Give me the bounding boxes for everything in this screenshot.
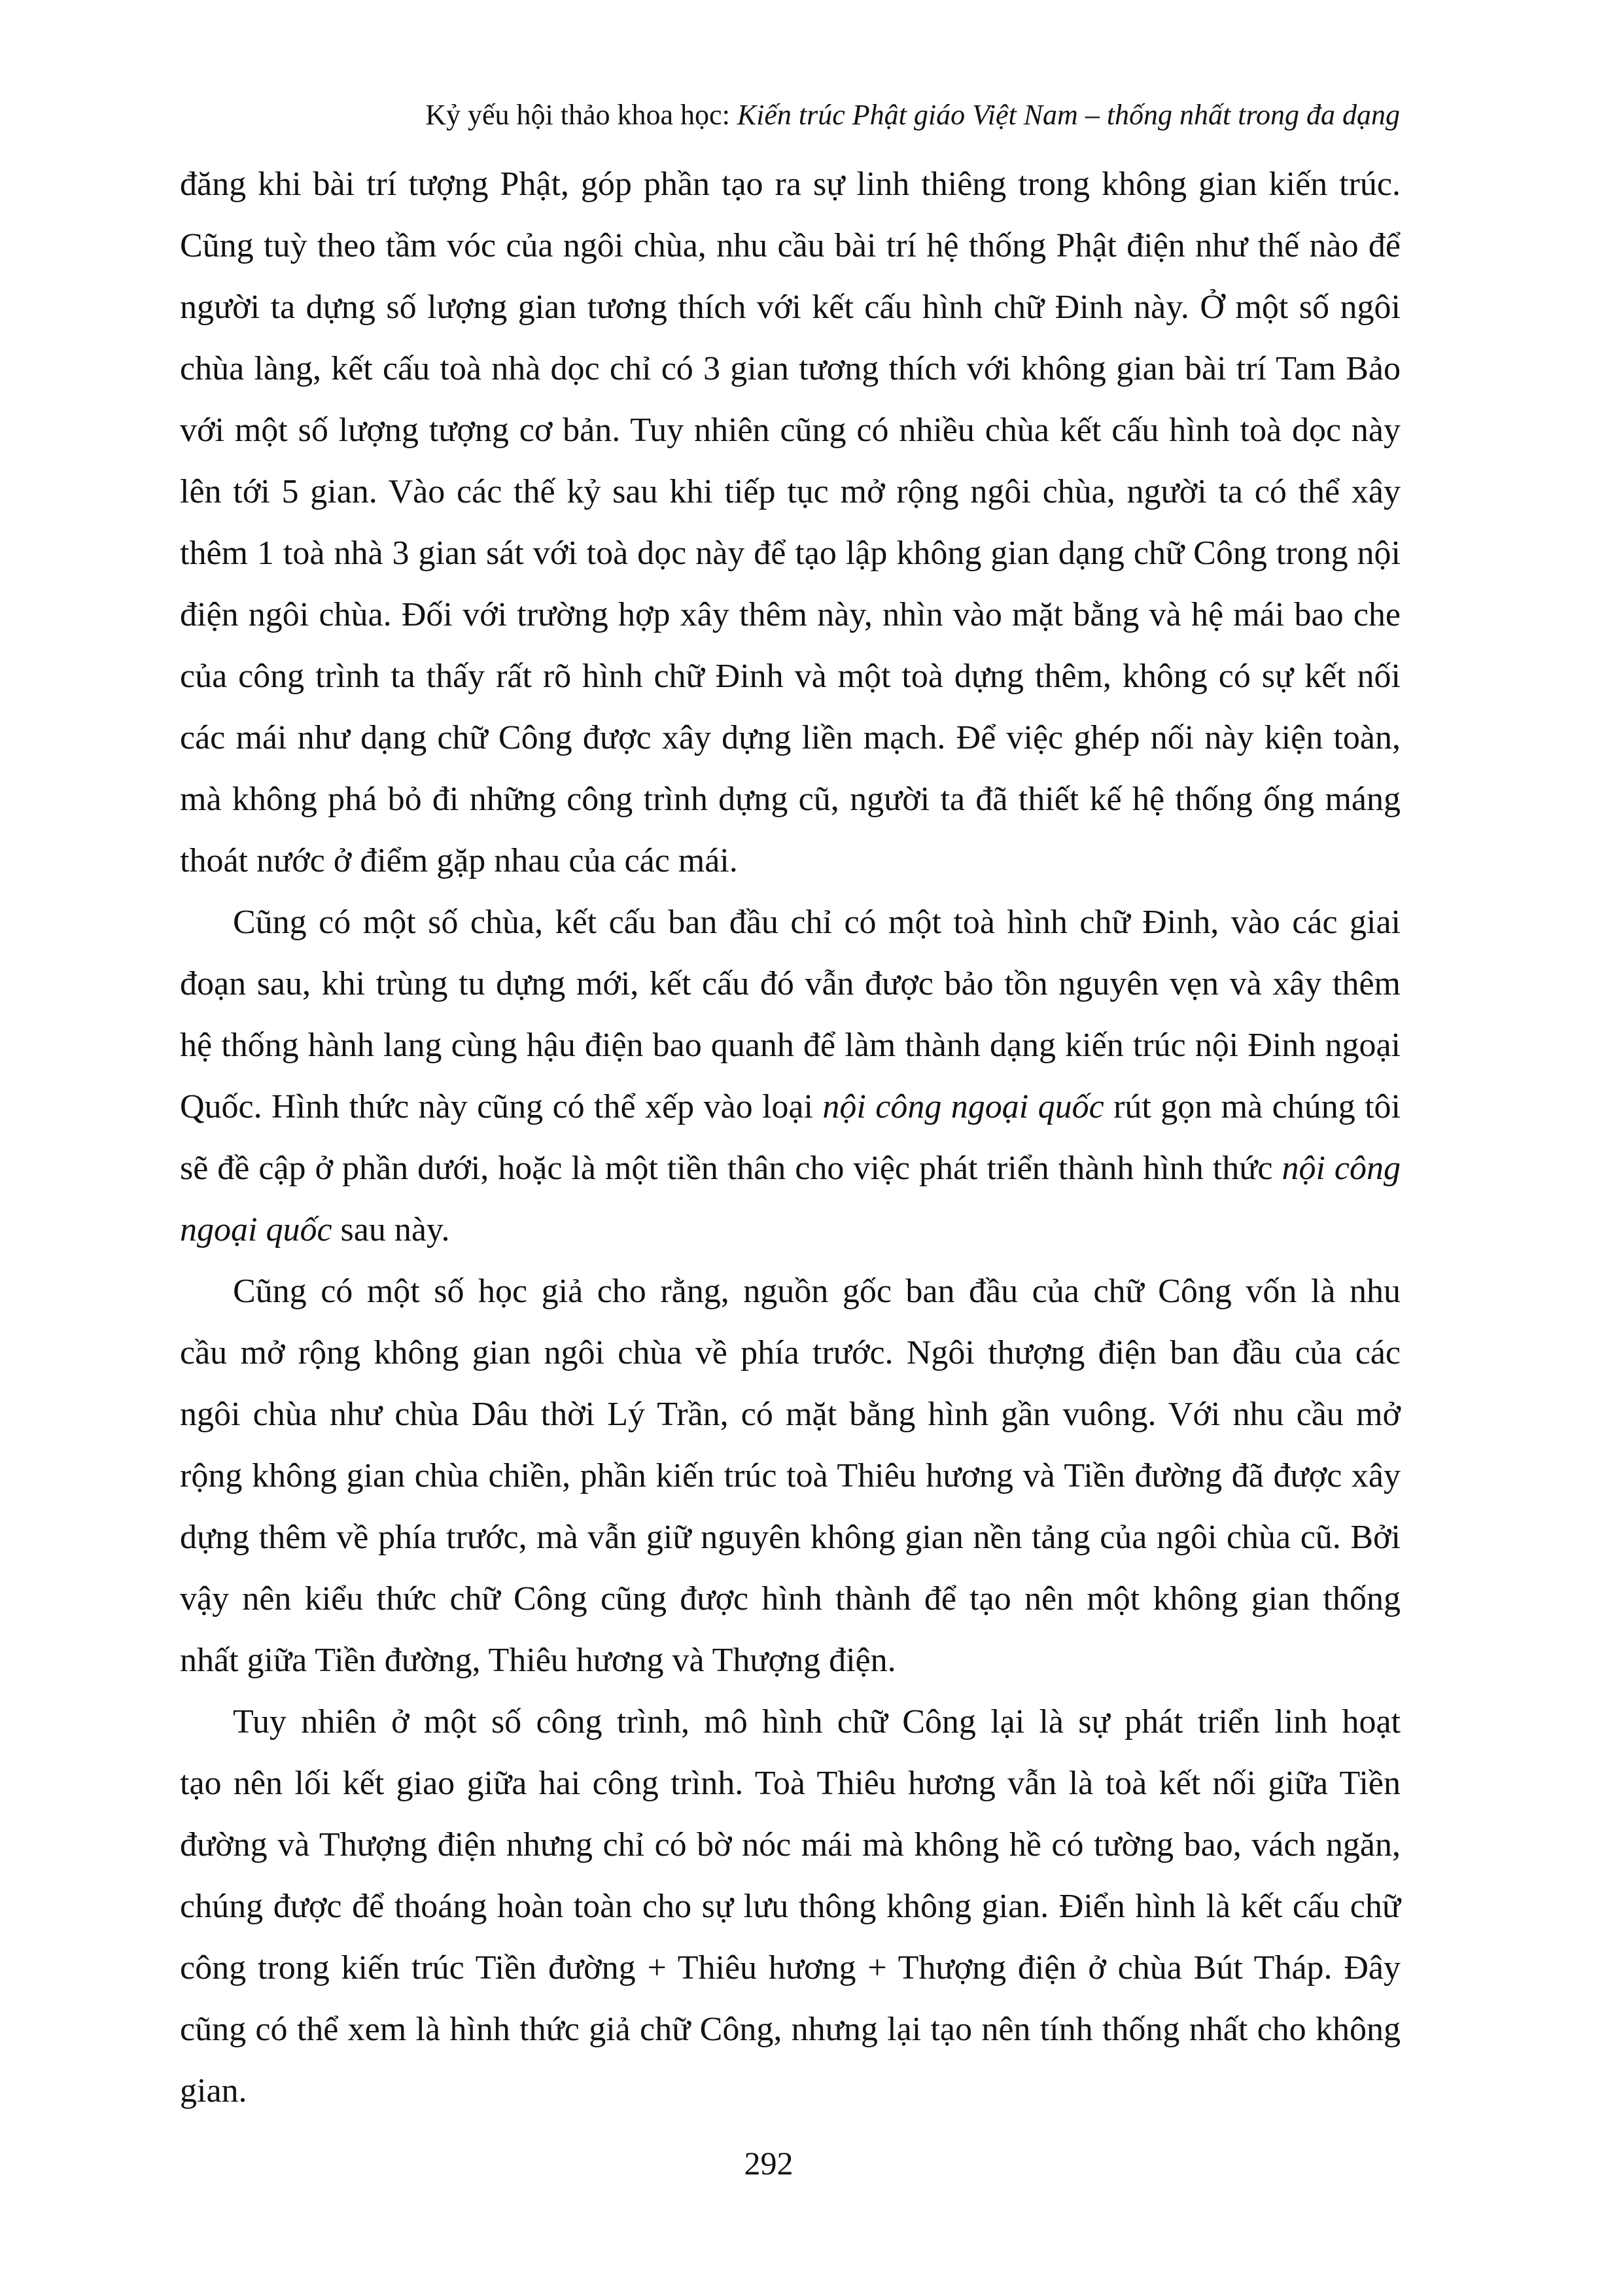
text-line: [180, 1261, 1401, 1322]
text-line: [180, 2060, 1401, 2122]
page-number: 292: [744, 2145, 794, 2181]
text-line: [180, 1138, 1401, 1199]
text-line: [180, 461, 1401, 523]
text-line: [180, 1814, 1401, 1876]
text-line: [180, 1445, 1401, 1507]
text-segment: Cũng có một số học giả cho rằng, nguồn gốc ban đầu của chữ Công vốn là nhu: [233, 1273, 1401, 1310]
text-segment: nhất giữa Tiền đường, Thiêu hương và Thượng điện.: [180, 1642, 896, 1679]
text-segment: điện ngôi chùa. Đối với trường hợp xây thêm này, nhìn vào mặt bằng và hệ mái bao che: [180, 596, 1401, 633]
text-segment: công trong kiến trúc Tiền đường + Thiêu hương + Thượng điện ở chùa Bút Tháp. Đây: [180, 1949, 1401, 1987]
text-segment: Tuy nhiên ở một số công trình, mô hình chữ Công lại là sự phát triển linh hoạt: [233, 1703, 1401, 1740]
text-segment: đăng khi bài trí tượng Phật, góp phần tạo ra sự linh thiêng trong không gian kiến trúc.: [180, 166, 1401, 203]
text-segment: sau này.: [332, 1211, 450, 1248]
header-prefix: Kỷ yếu hội thảo khoa học:: [425, 99, 737, 131]
text-line: [180, 1076, 1401, 1138]
text-line: [180, 1999, 1401, 2060]
text-segment: rút gọn mà chúng tôi: [1104, 1088, 1401, 1125]
italic-term: ngoại quốc: [180, 1211, 332, 1248]
text-segment: các mái như dạng chữ Công được xây dựng liền mạch. Để việc ghép nối này kiện toàn,: [180, 719, 1401, 756]
text-line: [180, 1015, 1401, 1076]
text-segment: tạo nên lối kết giao giữa hai công trình. Toà Thiêu hương vẫn là toà kết nối giữa Tiền: [180, 1765, 1401, 1802]
text-segment: dựng thêm về phía trước, mà vẫn giữ nguyên không gian nền tảng của ngôi chùa cũ. Bởi: [180, 1519, 1401, 1556]
text-segment: người ta dựng số lượng gian tương thích với kết cấu hình chữ Đinh này. Ở một số ngôi: [180, 289, 1401, 326]
text-segment: Quốc. Hình thức này cũng có thể xếp vào loại: [180, 1088, 823, 1125]
text-segment: hệ thống hành lang cùng hậu điện bao quanh để làm thành dạng kiến trúc nội Đinh ngoại: [180, 1027, 1401, 1064]
text-line: [180, 1568, 1401, 1630]
text-segment: thoát nước ở điểm gặp nhau của các mái.: [180, 842, 738, 879]
text-segment: với một số lượng tượng cơ bản. Tuy nhiên cũng có nhiều chùa kết cấu hình toà dọc này: [180, 412, 1401, 449]
text-line: [180, 646, 1401, 707]
text-line: [180, 400, 1401, 461]
paragraph: [180, 154, 1401, 892]
text-segment: của công trình ta thấy rất rõ hình chữ Đinh và một toà dựng thêm, không có sự kết nối: [180, 658, 1401, 695]
text-line: [180, 707, 1401, 769]
text-line: [180, 215, 1401, 277]
text-line: [180, 769, 1401, 830]
text-segment: gian.: [180, 2072, 247, 2110]
text-line: [180, 1507, 1401, 1568]
text-segment: cũng có thể xem là hình thức giả chữ Công, nhưng lại tạo nên tính thống nhất cho không: [180, 2011, 1401, 2048]
paragraph: [180, 1691, 1401, 2122]
text-segment: chúng được để thoáng hoàn toàn cho sự lưu thông không gian. Điển hình là kết cấu chữ: [180, 1888, 1401, 1925]
text-segment: đường và Thượng điện nhưng chỉ có bờ nóc mái mà không hề có tường bao, vách ngăn,: [180, 1826, 1401, 1863]
text-line: [180, 1753, 1401, 1814]
text-segment: thêm 1 toà nhà 3 gian sát với toà dọc này để tạo lập không gian dạng chữ Công trong nội: [180, 535, 1401, 572]
paragraph: [180, 1261, 1401, 1691]
text-segment: vậy nên kiểu thức chữ Công cũng được hình thành để tạo nên một không gian thống: [180, 1580, 1401, 1617]
text-line: [180, 1322, 1401, 1384]
text-line: [180, 523, 1401, 584]
text-line: [180, 953, 1401, 1015]
text-segment: lên tới 5 gian. Vào các thế kỷ sau khi tiếp tục mở rộng ngôi chùa, người ta có thể xây: [180, 473, 1401, 510]
text-segment: mà không phá bỏ đi những công trình dựng cũ, người ta đã thiết kế hệ thống ống máng: [180, 781, 1401, 818]
text-line: [180, 830, 1401, 892]
header-title: Kiến trúc Phật giáo Việt Nam – thống nhất trong đa dạng: [737, 99, 1400, 131]
italic-term: nội công ngoại quốc: [822, 1088, 1104, 1125]
body-text: [180, 154, 1401, 2122]
text-line: [180, 892, 1401, 953]
text-line: [180, 338, 1401, 400]
text-segment: ngôi chùa như chùa Dâu thời Lý Trần, có mặt bằng hình gần vuông. Với nhu cầu mở: [180, 1396, 1401, 1433]
text-line: [180, 1876, 1401, 1937]
text-segment: sẽ đề cập ở phần dưới, hoặc là một tiền thân cho việc phát triển thành hình thức: [180, 1150, 1282, 1187]
running-header: [425, 96, 1400, 135]
text-segment: đoạn sau, khi trùng tu dựng mới, kết cấu đó vẫn được bảo tồn nguyên vẹn và xây thêm: [180, 965, 1401, 1002]
text-line: [180, 1630, 1401, 1691]
text-line: [180, 277, 1401, 338]
text-line: [180, 1199, 1401, 1261]
text-line: [180, 584, 1401, 646]
text-line: [180, 154, 1401, 215]
text-segment: rộng không gian chùa chiền, phần kiến trúc toà Thiêu hương và Tiền đường đã được xây: [180, 1457, 1401, 1494]
text-segment: cầu mở rộng không gian ngôi chùa về phía trước. Ngôi thượng điện ban đầu của các: [180, 1334, 1401, 1371]
paragraph: [180, 892, 1401, 1261]
text-segment: chùa làng, kết cấu toà nhà dọc chỉ có 3 gian tương thích với không gian bài trí Tam Bảo: [180, 350, 1401, 387]
text-line: [180, 1384, 1401, 1445]
text-segment: Cũng tuỳ theo tầm vóc của ngôi chùa, nhu cầu bài trí hệ thống Phật điện như thế nào để: [180, 227, 1401, 264]
text-line: [180, 1937, 1401, 1999]
text-segment: Cũng có một số chùa, kết cấu ban đầu chỉ có một toà hình chữ Đinh, vào các giai: [233, 904, 1401, 941]
text-line: [180, 1691, 1401, 1753]
italic-term: nội công: [1282, 1150, 1401, 1187]
